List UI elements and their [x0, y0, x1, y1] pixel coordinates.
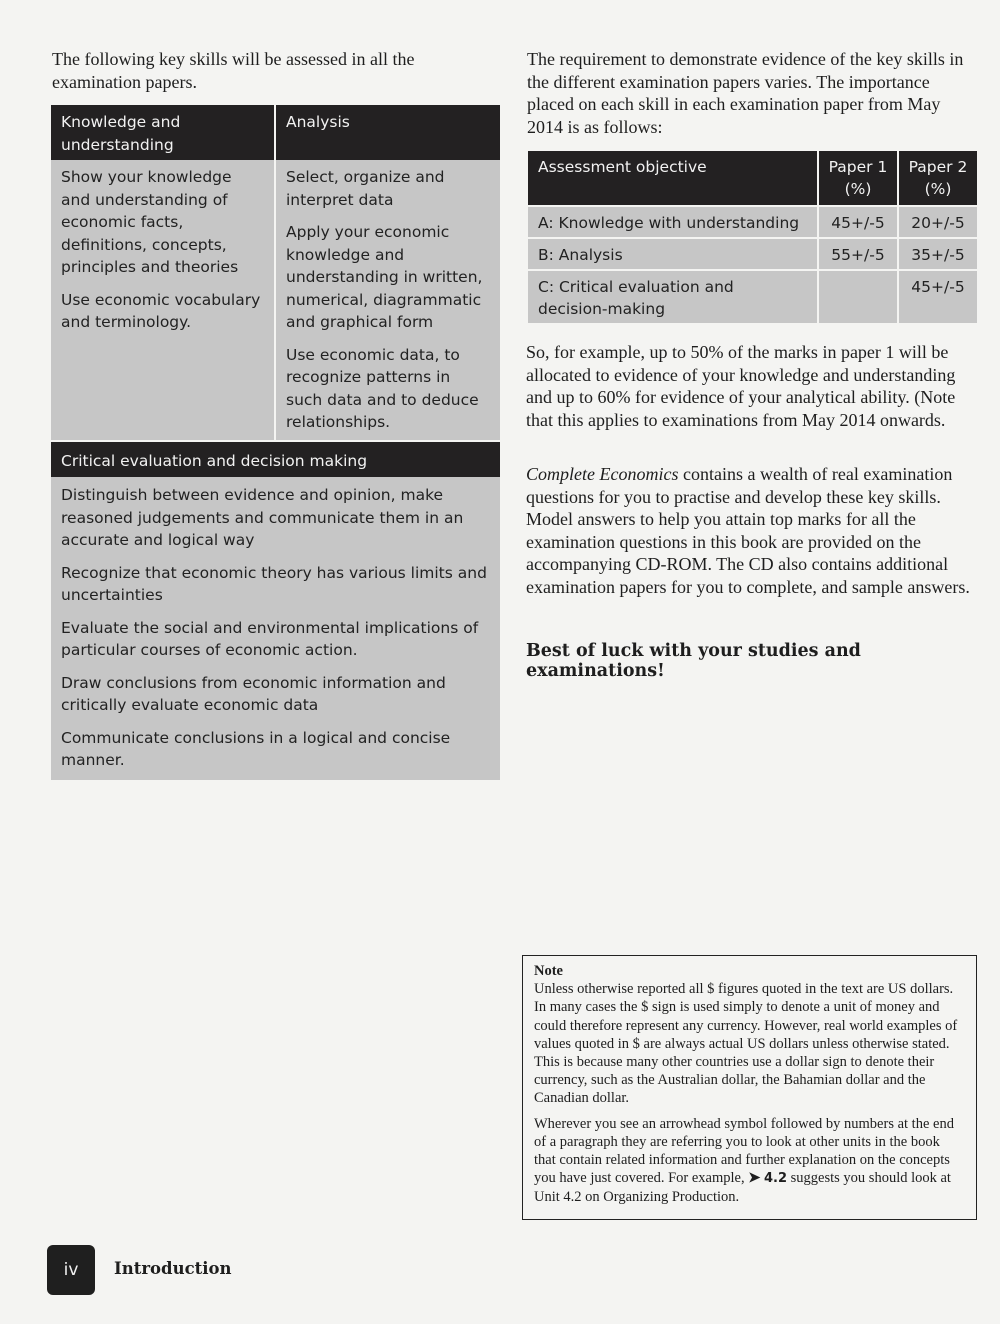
paper2-cell: 20+/-5	[898, 206, 977, 238]
paper2-cell: 35+/-5	[898, 238, 977, 270]
paper2-cell: 45+/-5	[898, 270, 977, 324]
objective-header: Assessment objective	[528, 151, 818, 206]
note-paragraph: Unless otherwise reported all $ figures quoted in the text are US dollars. In many cases the $ sign is used simply to denote a unit of money and could therefore represent any currency. However, real world examples of values quoted in $ are always actual US dollars unless otherwise stated. This is because many other countries use a dollar sign to denote their currency, such as the Australian dollar, the Bahamian dollar and the Canadian dollar.	[534, 981, 958, 1107]
key-skills-table	[51, 105, 500, 780]
paper2-header: Paper 2 (%)	[898, 151, 977, 206]
analysis-item: Apply your economic knowledge and understanding in written, numerical, diagrammatic and graphical form	[286, 223, 483, 331]
analysis-cell	[276, 160, 500, 440]
analysis-item: Select, organize and interpret data	[286, 168, 445, 209]
note-paragraph	[534, 1115, 965, 1207]
book-paragraph-text: contains a wealth of real examination questions for you to practise and develop these key skills. Model answers to help you attain top marks for all the examination questions in this book are provided on the accompanying CD-ROM. The CD also contains additional examination papers for you to complete, and sample answers.	[526, 464, 970, 597]
intro-text: The following key skills will be assessed in all the examination papers.	[52, 49, 415, 92]
paper1-header: Paper 1 (%)	[818, 151, 898, 206]
example-paragraph: So, for example, up to 50% of the marks in paper 1 will be allocated to evidence of your knowledge and understanding and up to 60% for evidence of your analytical ability. (Note that this applies to examinations from May 2014 onwards.	[526, 342, 956, 430]
best-of-luck-heading: Best of luck with your studies and examinations!	[526, 641, 861, 681]
critical-item: Recognize that economic theory has various limits and uncertainties	[61, 563, 487, 604]
knowledge-item: Show your knowledge and understanding of economic facts, definitions, concepts, principles and theories	[61, 168, 239, 276]
table-row	[528, 238, 977, 270]
objective-cell: B: Analysis	[528, 238, 818, 270]
table-row	[528, 270, 977, 324]
section-name: Introduction	[114, 1259, 232, 1278]
assessment-table	[528, 151, 977, 325]
requirement-text: The requirement to demonstrate evidence of the key skills in the different examination papers varies. The importance placed on each skill in each examination paper from May 2014 is as follows:	[527, 49, 964, 137]
paper1-cell: 55+/-5	[818, 238, 898, 270]
skills-body-row	[51, 160, 500, 440]
knowledge-cell	[51, 160, 276, 440]
note-text: suggests you should look at Unit 4.2 on Organizing Production.	[534, 1170, 951, 1206]
arrowhead-icon: ➤	[748, 1170, 761, 1187]
book-title: Complete Economics	[526, 464, 679, 484]
note-text: Wherever you see an arrowhead symbol followed by numbers at the end of a paragraph they are referring you to look at other units in the book that contain related information and further explanation on the concepts you have just covered. For example,	[534, 1115, 954, 1187]
assessment-header-row	[528, 151, 977, 206]
analysis-header: Analysis	[276, 105, 500, 160]
paper1-cell	[818, 270, 898, 324]
critical-evaluation-header: Critical evaluation and decision making	[51, 442, 500, 478]
critical-item: Communicate conclusions in a logical and concise manner.	[61, 728, 451, 769]
paper1-cell: 45+/-5	[818, 206, 898, 238]
critical-item: Evaluate the social and environmental implications of particular courses of economic action.	[61, 618, 479, 659]
skills-header-row	[51, 105, 500, 160]
objective-cell: A: Knowledge with understanding	[528, 206, 818, 238]
note-box	[522, 955, 977, 1220]
knowledge-header: Knowledge and understanding	[51, 105, 276, 160]
knowledge-item: Use economic vocabulary and terminology.	[61, 290, 261, 331]
critical-item: Draw conclusions from economic information and critically evaluate economic data	[61, 673, 446, 714]
critical-evaluation-cell	[51, 477, 500, 780]
critical-item: Distinguish between evidence and opinion, make reasoned judgements and communicate them in an accurate and logical way	[61, 486, 464, 549]
objective-cell: C: Critical evaluation and decision-making	[528, 270, 818, 324]
book-paragraph	[526, 463, 978, 598]
table-row	[528, 206, 977, 238]
unit-reference: 4.2	[764, 1171, 788, 1187]
note-title: Note	[534, 963, 563, 979]
page-number: iv	[47, 1245, 95, 1295]
analysis-item: Use economic data, to recognize patterns in such data and to deduce relationships.	[286, 345, 479, 431]
